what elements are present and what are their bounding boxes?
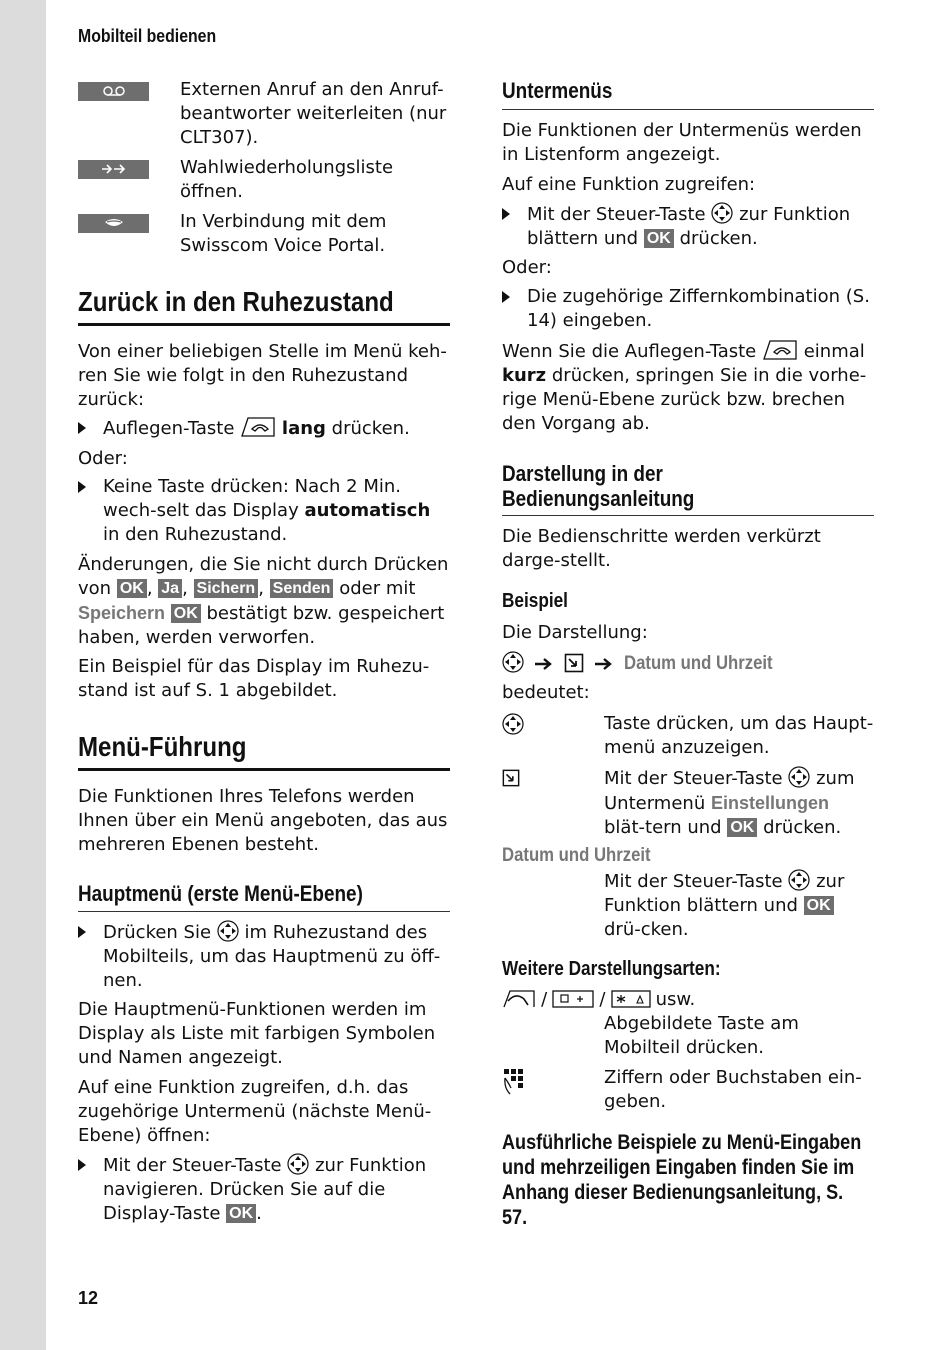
untermenus-access: Auf eine Funktion zugreifen: (502, 174, 756, 195)
answering-machine-key (78, 82, 149, 101)
closing-note: Ausführliche Beispiele zu Menü-Eingaben und mehrzeiligen Eingaben finden Sie im Anhang dieser Bedienungsanleitung, S. 57. (502, 1131, 862, 1229)
control-key-icon (502, 651, 524, 673)
hauptmenu-step-2: Mit der Steuer-Taste zur Funktion navigieren. Drücken Sie auf die Display-Taste OK . (78, 1153, 450, 1226)
legend-row-3-label: Datum und Uhrzeit (502, 845, 651, 866)
key-examples: / / usw. (502, 988, 874, 1012)
menu-intro: Die Funktionen Ihres Telefons werden Ihnen über ein Menü angeboten, das aus mehreren Ebenen besteht. (78, 786, 448, 855)
bullet-arrow-icon (502, 208, 510, 220)
note-text: bestätigt bzw. gespeichert haben, werden verworfen. (78, 603, 445, 648)
ok-key: OK (727, 818, 757, 837)
arrow-right-icon (589, 655, 619, 673)
arrow-right-icon (529, 655, 559, 673)
section-title-untermenus: Untermenüs (502, 78, 613, 103)
untermenus-step-2 (502, 285, 874, 333)
step-text: im Ruhezustand des Mobilteils, um das Hauptmenü zu öff-nen. (103, 922, 441, 991)
note-bold-text: kurz (502, 365, 547, 386)
section-title-menu: Menü-Führung (78, 731, 247, 762)
ok-key: OK (117, 579, 147, 598)
legend-row-5-text: Ziffern oder Buchstaben ein-geben. (604, 1067, 862, 1112)
star-key-icon (611, 989, 651, 1009)
ok-key: OK (804, 896, 834, 915)
legend-text: Mit der Steuer-Taste (604, 768, 783, 789)
end-call-key-icon (762, 339, 798, 361)
page-header: Mobilteil bedienen (78, 26, 217, 46)
legend-text: drü-cken. (604, 919, 689, 940)
step-text: drücken. (331, 418, 410, 439)
softkey-desc-1: Externen Anruf an den Anruf-beantworter weiterleiten (nur CLT307). (180, 79, 447, 148)
answering-machine-icon (99, 85, 129, 97)
usw-text: usw. (655, 989, 696, 1010)
ruhezustand-step-1 (78, 416, 450, 441)
settings-menu-icon (502, 769, 520, 787)
bullet-arrow-icon (78, 1159, 86, 1171)
beispiel-heading: Beispiel (502, 590, 568, 612)
step-text: zur Funktion navigieren. Drücken Sie auf die Display-Taste (103, 1155, 427, 1224)
die-darstellung-label: Die Darstellung: (502, 622, 648, 643)
legend-row-1-icon (502, 713, 524, 739)
hauptmenu-step-1 (78, 920, 450, 993)
control-key-icon (217, 920, 239, 942)
senden-key: Senden (270, 579, 334, 598)
step-text: in den Ruhezustand. (103, 524, 288, 545)
step-text: zur Funktion blättern und (527, 204, 851, 249)
control-key-icon (287, 1153, 309, 1175)
softkey-desc-2: Wahlwiederholungsliste öffnen. (180, 157, 394, 202)
section-title-darstellung-1: Darstellung in der (502, 461, 663, 486)
step-text: Auflegen-Taste (103, 418, 235, 439)
page-margin-bar (0, 0, 46, 1350)
legend-row-3-text (604, 869, 874, 942)
step-text: Mit der Steuer-Taste (527, 204, 706, 225)
bullet-arrow-icon (78, 481, 86, 493)
note-text: drücken, springen Sie in die vorhe-rige Menü-Ebene zurück bzw. brechen den Vorgang ab. (502, 365, 867, 434)
section-title-darstellung-2: Bedienungsanleitung (502, 486, 695, 511)
step-text: Mit der Steuer-Taste (103, 1155, 282, 1176)
ruhezustand-step-2 (78, 475, 450, 547)
bedeutet-label: bedeutet: (502, 682, 590, 703)
oder-label: Oder: (502, 257, 552, 278)
ja-key: Ja (158, 579, 182, 598)
darstellung-intro: Die Bedienschritte werden verkürzt darge-stellt. (502, 526, 821, 571)
end-call-key-icon (240, 416, 276, 438)
legend-text: Mit der Steuer-Taste (604, 871, 783, 892)
ok-key: OK (644, 229, 674, 248)
control-key-icon (711, 202, 733, 224)
control-key-icon (788, 869, 810, 891)
legend-row-4-text: Abgebildete Taste am Mobilteil drücken. (604, 1013, 799, 1058)
legend-row-2-icon (502, 769, 520, 791)
voice-portal-icon (102, 217, 126, 229)
note-text: oder mit (339, 578, 416, 599)
section-rule (78, 911, 450, 912)
ok-key: OK (226, 1204, 256, 1223)
section-rule (78, 768, 450, 771)
example-path (502, 651, 874, 677)
redial-icon (99, 163, 129, 175)
step-text: Drücken Sie (103, 922, 212, 943)
legend-text: zum Untermenü (604, 768, 855, 814)
step-text: Die zugehörige Ziffernkombination (S. 14) eingeben. (527, 286, 870, 331)
untermenus-desc: Die Funktionen der Untermenüs werden in Listenform angezeigt. (502, 120, 862, 165)
untermenus-endkey-note (502, 339, 874, 436)
section-rule (502, 515, 874, 516)
section-rule (78, 323, 450, 326)
redial-key (78, 160, 149, 179)
sichern-key: Sichern (194, 579, 259, 598)
control-key-icon (788, 766, 810, 788)
legend-row-5-icon (502, 1068, 530, 1100)
voice-portal-key (78, 214, 149, 233)
step-text: Keine Taste drücken: Nach 2 Min. wech-selt das Display (103, 476, 402, 521)
bullet-arrow-icon (78, 926, 86, 938)
section-rule (502, 109, 874, 110)
speichern-menu-label: Speichern (78, 603, 166, 623)
note-text: Wenn Sie die Auflegen-Taste (502, 341, 757, 362)
softkey-desc-3: In Verbindung mit dem Swisscom Voice Portal. (180, 211, 387, 256)
legend-row-1-text: Taste drücken, um das Haupt-menü anzuzeigen. (604, 713, 874, 758)
page-number: 12 (78, 1288, 99, 1308)
note-text: einmal (803, 341, 865, 362)
untermenus-step-1 (502, 202, 874, 251)
control-key-icon (502, 713, 524, 735)
hauptmenu-desc: Die Hauptmenü-Funktionen werden im Display als Liste mit farbigen Symbolen und Namen angezeigt. (78, 999, 436, 1068)
step-bold-text: lang (281, 418, 326, 439)
legend-text: blät-tern und (604, 817, 722, 838)
datum-uhrzeit-menu-label: Datum und Uhrzeit (624, 653, 773, 674)
hash-key-icon (552, 989, 594, 1009)
step-text: drücken. (679, 228, 758, 249)
weitere-heading: Weitere Darstellungsarten: (502, 958, 721, 980)
oder-label: Oder: (78, 448, 128, 469)
section-title-hauptmenu: Hauptmenü (erste Menü-Ebene) (78, 881, 363, 906)
einstellungen-menu-label: Einstellungen (710, 793, 829, 813)
section-title-ruhezustand: Zurück in den Ruhezustand (78, 286, 394, 317)
settings-menu-icon (564, 653, 584, 673)
bullet-arrow-icon (502, 291, 510, 303)
step-bold-text: automatisch (304, 500, 431, 521)
hauptmenu-access: Auf eine Funktion zugreifen, d.h. das zugehörige Untermenü (nächste Menü-Ebene) öffnen: (78, 1077, 432, 1146)
ruhezustand-intro: Von einer beliebigen Stelle im Menü keh-ren Sie wie folgt in den Ruhezustand zurück: (78, 341, 447, 410)
bullet-arrow-icon (78, 422, 86, 434)
legend-text: drücken. (763, 817, 842, 838)
keypad-icon (502, 1068, 530, 1096)
note-text: Änderungen, die Sie nicht durch Drücken von (78, 554, 449, 599)
ok-key: OK (171, 604, 201, 623)
ruhezustand-example-note: Ein Beispiel für das Display im Ruhezu-stand ist auf S. 1 abgebildet. (78, 656, 430, 701)
ruhezustand-note: Änderungen, die Sie nicht durch Drücken von OK , Ja , Sichern , Senden oder mit Speichern OK bestätigt bzw. gespeichert haben, werden verworfen. (78, 554, 449, 648)
talk-key-icon (502, 989, 536, 1009)
legend-row-2-text (604, 766, 874, 840)
legend-text: zur Funktion blättern und (604, 871, 845, 916)
